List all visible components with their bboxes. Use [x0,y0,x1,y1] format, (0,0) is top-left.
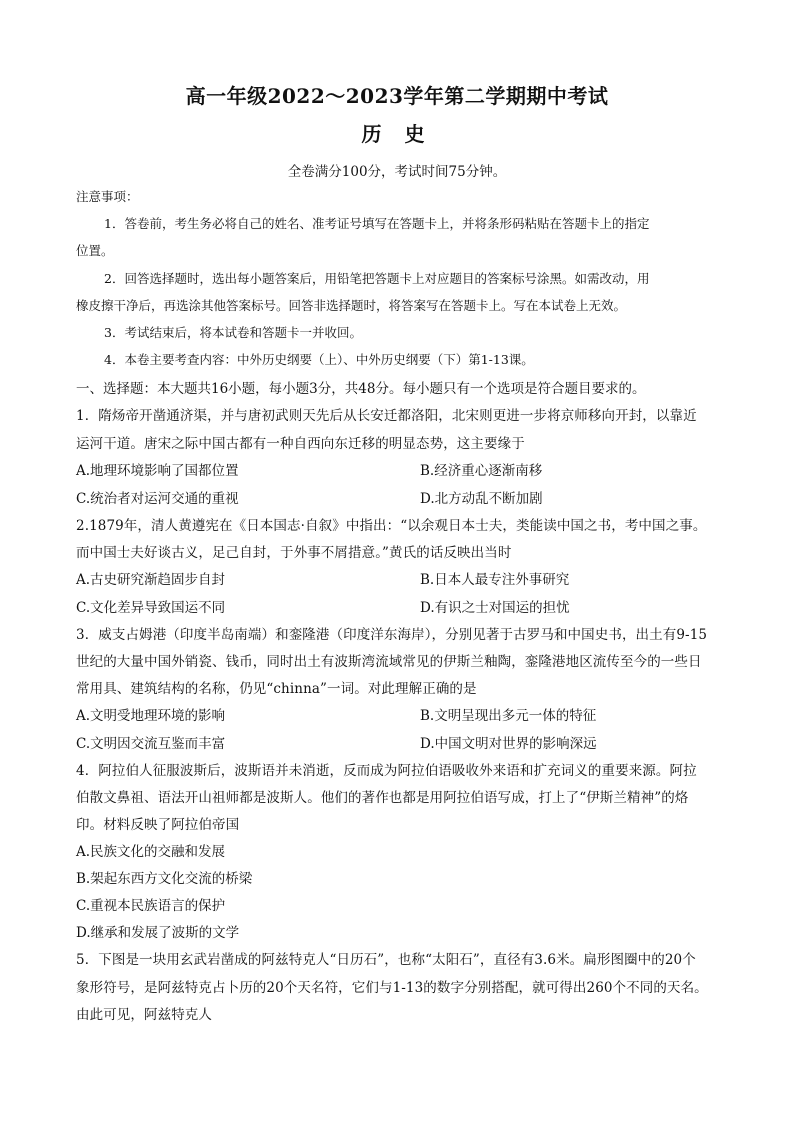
question-2-stem: 2.1879年，清人黄遵宪在《日本国志·自叙》中指出：“以余观日本士夫，类能读中国之书，考中国之事。 [76,518,707,534]
notice-line: 3．考试结束后，将本试卷和答题卡一并收回。 [104,325,362,340]
exam-title: 高一年级2022～2023学年第二学期期中考试 [185,84,609,108]
question-1-option-a: A.地理环境影响了国都位置 [76,463,239,479]
notice-heading: 注意事项： [76,189,139,204]
notice-line: 橡皮擦干净后，再选涂其他答案标号。回答非选择题时，将答案写在答题卡上。写在本试卷上无效。 [76,298,627,313]
question-3-option-d: D.中国文明对世界的影响深远 [420,736,597,752]
question-2-stem: 而中国士夫好谈古义，足己自封，于外事不屑措意。”黄氏的话反映出当时 [76,545,512,561]
notice-line: 4．本卷主要考查内容：中外历史纲要（上）、中外历史纲要（下）第1-13课。 [104,352,534,367]
question-1-stem: 1．隋炀帝开凿通济渠，并与唐初武则天先后从长安迁都洛阳，北宋则更进一步将京师移向开封，以靠近 [76,408,697,424]
section-heading: 一、选择题：本大题共16小题，每小题3分，共48分。每小题只有一个选项是符合题目要求的。 [76,381,646,397]
question-4-stem: 4．阿拉伯人征服波斯后，波斯语并未消逝，反而成为阿拉伯语吸收外来语和扩充词义的重要来源。阿拉 [76,763,697,779]
question-1-option-d: D.北方动乱不断加剧 [420,491,543,507]
score-info: 全卷满分100分，考试时间75分钟。 [287,164,507,180]
notice-line: 位置。 [76,243,114,258]
question-3-option-a: A.文明受地理环境的影响 [76,708,226,724]
question-3-stem: 常用具、建筑结构的名称，仍见“chinna”一词。对此理解正确的是 [76,681,477,697]
question-4-stem: 印。材料反映了阿拉伯帝国 [76,817,240,833]
question-3-option-c: C.文明因交流互鉴而丰富 [76,736,226,752]
question-3-stem: 3．威支占姆港（印度半岛南端）和銮隆港（印度洋东海岸），分别见著于古罗马和中国史书，出土有9-15 [76,627,708,643]
question-4-option-a: A.民族文化的交融和发展 [76,844,226,860]
question-4-option-b: B.架起东西方文化交流的桥梁 [76,871,253,887]
notice-line: 2．回答选择题时，选出每小题答案后，用铅笔把答题卡上对应题目的答案标号涂黑。如需改动，用 [104,271,650,286]
question-2-option-a: A.古史研究渐趋固步自封 [76,572,226,588]
question-2-option-b: B.日本人最专注外事研究 [420,572,570,588]
question-1-stem: 运河干道。唐宋之际中国古都有一种自西向东迁移的明显态势，这主要缘于 [76,436,525,452]
question-2-option-d: D.有识之士对国运的担忧 [420,600,570,616]
question-3-option-b: B.文明呈现出多元一体的特征 [420,708,597,724]
notice-line: 1．答卷前，考生务必将自己的姓名、准考证号填写在答题卡上，并将条形码粘贴在答题卡上的指定 [104,216,650,231]
question-1-option-b: B.经济重心逐渐南移 [420,463,543,479]
question-2-option-c: C.文化差异导致国运不同 [76,600,226,616]
question-5-stem: 5．下图是一块用玄武岩凿成的阿兹特克人“日历石”，也称“太阳石”，直径有3.6米。扁形图圈中的20个 [76,952,696,968]
subject-title: 历 史 [361,122,433,146]
question-4-stem: 伯散文鼻祖、语法开山祖师都是波斯人。他们的著作也都是用阿拉伯语写成，打上了“伊斯兰精神”的烙 [76,790,689,806]
question-4-option-d: D.继承和发展了波斯的文学 [76,925,240,941]
question-5-stem: 象形符号，是阿兹特克占卜历的20个天名符，它们与1-13的数字分别搭配，就可得出260个不同的天名。 [76,980,708,996]
question-1-option-c: C.统治者对运河交通的重视 [76,491,239,507]
question-4-option-c: C.重视本民族语言的保护 [76,898,226,914]
question-3-stem: 世纪的大量中国外销瓷、钱币，同时出土有波斯湾流域常见的伊斯兰釉陶，銮隆港地区流传至今的一些日 [76,654,702,670]
question-5-stem: 由此可见，阿兹特克人 [76,1007,212,1023]
